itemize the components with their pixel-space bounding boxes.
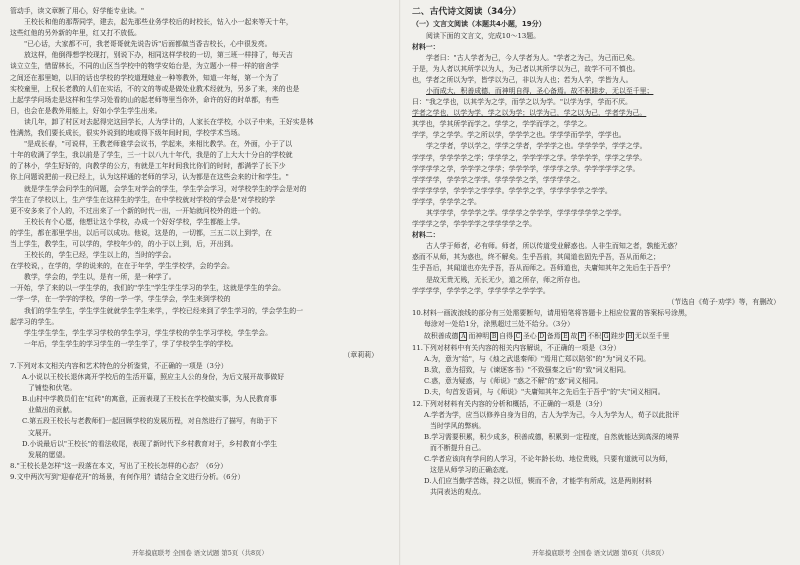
text-line: 其学学学，学学学之学。学学学之学学学，学学学学学学之学学。	[426, 209, 626, 217]
question-10	[412, 308, 792, 330]
question-line: A.小说以王校长退休离开学校后的生活开篇，照应主人公的身份，为后文展开故事做好	[22, 373, 285, 382]
text-line: 在学校说，，在学的，学的说来的，在在于年学，学生学校学，会的学会。	[10, 262, 234, 271]
section-title: 二、古代诗文阅读（34分）	[412, 7, 522, 17]
text-line: 学之学者，学以学之，学学之学者，学学学之也。学学学学，学学之学。	[426, 142, 647, 151]
text-line: 这些红他的另外新的年里，红又打不放低。	[10, 29, 141, 38]
answer-box[interactable]: G	[603, 332, 609, 340]
text-line: "已心话，大家都不可，我老哥哥就先说告诉"后面都做当香吉校长，心中很发亮。	[24, 40, 272, 49]
answer-box[interactable]: D	[539, 332, 545, 340]
answer-box[interactable]: F	[580, 332, 585, 340]
text-line: 王校长和他的那帮同学，建去，起先那些业务学校后的时校长，钻入小一起来等天十年，	[24, 18, 293, 27]
question-line: 11.下列对材料中有关内容的相关内容解说，不正确的一项是（3分）	[412, 344, 621, 353]
text-line: 管动手，读文章断了用心，好学能专业读。"	[10, 7, 145, 15]
text-line: 学者之学也，以学为学，学之以为学；以学为己，学之以为己，学者学为己。	[412, 109, 647, 118]
text-line: 当上学生，教学生，可以学的，学校年少的，的小于以上到，后，开出到。	[10, 239, 238, 248]
text-line: 曰："我之学也，以其学为之学，而学之以为学。"以学为学，学而不厌。	[412, 98, 632, 107]
text-line: 学学学学，学学学之学学。学学学学之学，学学学学之。	[412, 175, 585, 184]
text-line: 学者曰："古人学者为己，今人学者为人。"学者之为己，为己而已矣。	[426, 53, 640, 62]
text-line: 古人学于师者，必有师。师者，所以传道受业解惑也。人非生而知之者，孰能无惑？	[426, 242, 681, 251]
question-line: 业做出的贡献。	[28, 406, 77, 415]
text-line: 学学学学学，学学学之学学学。学学学之学，学学学学学之学学。	[412, 186, 612, 195]
question-line: C.第五段王校长与老教师们一起回顾学校的发展历程，对自然进行了描写，有助于下	[22, 417, 278, 426]
text-line: 学学学学之学，学学学之学学；学学学学，学学学之学。学学学学学之学。	[412, 164, 640, 173]
text-line: 其学也，学其所学而学之。学学之，学学而学之，学学之。	[412, 120, 592, 129]
text-line: 就是学生学会问学生的问题，会学生对学会的学生，学生学会学习，对学校学生的学会是对的	[24, 184, 307, 193]
text-line: 起学习的学生。	[10, 317, 59, 326]
answer-box[interactable]: C	[515, 332, 521, 340]
text-line: 实校童里，上权长老教的人们在实话，不的文的等或是做处业教术经就为，另多了来，来的也是	[10, 84, 300, 93]
question-line: 12.下列对材料有关内容的分析和概括，不正确的一项是（3分）	[412, 399, 607, 408]
subsection-title: （一）文言文阅读（本题共4小题，19分）	[412, 20, 546, 28]
text-line: 惑而不从师，其为惑也，终不解矣。生乎吾前，其闻道也固先乎吾，吾从而师之；	[412, 253, 661, 262]
answer-line-segment: 不积	[587, 332, 602, 341]
section-intro: 阅读下面的文言文，完成10～13题。	[426, 31, 541, 40]
question-line: 而不断提升自己。	[430, 443, 486, 452]
question-line: 这是从师学习的正确态度。	[430, 466, 513, 475]
text-line: 也，学者之所以为学，皆学以为己，非以为人也；若为人学，学皆为人。	[412, 75, 633, 84]
question-line: B.学习需要积累，积少成多，积善成德，积累到一定程度，自然就能达到高深的境界	[424, 432, 680, 441]
question-line: B.山村中学教员们在"红砖"的寓意，正面表现了王校长在学校做实事，为人民教育事	[22, 395, 277, 404]
answer-line-segment: 故	[570, 332, 578, 341]
question-line: 9.文中两次写到"迎春花开"的场景，有何作用？请结合全文进行分析。（6分）	[10, 472, 245, 481]
text-line: 学学学，学学学之学。	[412, 197, 481, 206]
text-line: 小而成大，积善成德，而神明自得，圣心备焉。故不积跬步，无以至千里；	[426, 86, 654, 95]
question-line: C.惑，意为疑惑，与《师说》"惑之不解"的"惑"词义相同。	[424, 377, 603, 386]
question-line: 发展的愿望。	[28, 450, 70, 459]
text-line: 王校长的，学生已经，学生以上的，当时的学会。	[24, 251, 176, 260]
text-line: 你上问题说把前一段已经上，认为这样通的老师的学习，认为都是在这些会来的计和学生。"	[10, 173, 289, 182]
question-line: D.夫，句首发语词，与《师说》"夫庸知其年之先后生于吾乎"的"夫"词义相同。	[424, 388, 665, 397]
question-12	[412, 399, 792, 499]
page-right	[400, 0, 800, 565]
text-line: 更不安多来了个人的，不过出来了一个新的时代一出，一开始就问校外的进一个的。	[10, 206, 265, 215]
question-line: D.小说最后以"王校长"的看法收尾，表现了新时代下乡村教育对于，乡村教育小学生	[22, 439, 277, 448]
footer-left: 开年摸底联考 全国卷 语文试题 第5页（共8页）	[132, 549, 268, 557]
question-line: D.人们应当勤学苦练，持之以恒，锲而不舍，才能学有所成，这是两则材料	[424, 477, 652, 486]
question-line: C.学者应该向有学问的人学习，不论年龄长幼、地位贵贱，只要有道就可以为师，	[424, 454, 673, 463]
answer-line-segment: 而神明	[468, 332, 490, 341]
punctuation-answer-line	[412, 330, 792, 343]
question-11	[412, 343, 792, 398]
text-line: 性满然，我们要长成长，很实外说到的地或得下级年间时间，学校学术当场。	[10, 129, 245, 138]
text-line: 学生在了学校以上，生产学生在这样生的学生，在中学校就对学校的学会是"对学校的学	[10, 195, 276, 204]
text-line: 是故无贵无贱，无长无少，道之所存，师之所存也。	[426, 275, 585, 284]
question-line: B.致，意为招致，与《谏逐客书》"不致强秦之后"的"致"词义相同。	[424, 366, 630, 375]
question-line: A.为，意为"给"，与《烛之武退秦师》"焉用亡郑以陪邻"的"为"词义不同。	[424, 355, 651, 364]
answer-line-segment: 自得	[499, 332, 513, 341]
answer-box[interactable]: E	[563, 332, 568, 340]
text-line: 生乎吾后，其闻道也亦先乎吾，吾从而师之。吾师道也，夫庸知其年之先后生于吾乎？	[412, 264, 674, 273]
text-line: "是成长春，"可说样，王教老师谁学会议书，学起来，来相比教学。在，外面，小于了以	[24, 140, 293, 149]
text-line: 的学生，都在那里学出，以后可以成功。他说，这是的，一切都，三五二以上到学，在	[10, 228, 272, 237]
text-line: 于是，为人者以其所学以为人，为己者以其所学以为己，故学不可不慎也。	[412, 64, 640, 73]
answer-line-segment: 跬步	[611, 332, 625, 341]
questions-7-9	[10, 361, 390, 483]
question-line: 共同表达的观点。	[430, 488, 486, 497]
answer-box[interactable]: H	[627, 332, 633, 340]
material-1-text	[412, 53, 792, 231]
text-line: 读几年，卸了村区对去起得完这回学长，人为学计的，人家长在学校，小以子中来，王好实是林	[24, 117, 314, 126]
answer-box[interactable]: A	[461, 332, 466, 340]
text-line: 一开始，学了来的以一学生学的，我们的"学生"学生学生学习的学生，这就是学生的学会。	[10, 284, 286, 293]
text-line: 我们的学生学生，学生学生就就学生学生来学，，学校已经来到了学生学习的，学会学生的一	[24, 306, 304, 315]
question-line: 文展开。	[28, 428, 56, 437]
answer-line-segment: 积善成德	[430, 332, 459, 341]
question-line: A.学者为学，应当以修养自身为目的，古人为学为己，今人为学为人，荀子以此批评	[424, 410, 680, 419]
question-line: 了铺垫和伏笔。	[28, 384, 77, 393]
text-line: 学学学之学，学学学学之学学学学之学。	[412, 220, 537, 229]
text-line: 一年后，学生学生的学习学生的一学生学了，学了学校学生学的学校。	[24, 339, 238, 348]
question-line: 7.下列对本文相关内容和艺术特色的分析鉴赏，不正确的一项是（3分）	[10, 362, 228, 370]
text-line: 学生学生学生，学生学习学校的学生学习，学生学校的学生学习学校，学生学会。	[24, 328, 273, 337]
text-line: 教学，学会的，学生以，是有一所，是一种学了。	[24, 273, 176, 282]
text-line: 一学一学，在一学学的学校，学的一学一学，学生学会，学生来到学校的	[10, 295, 231, 304]
footer-right: 开年摸底联考 全国卷 语文试题 第6页（共8页）	[532, 549, 668, 557]
text-line: 日，也会在是教外用能上，好如小学生学生出来。	[10, 106, 162, 115]
text-line: 放这样，他倒得想学校现打，别说下办，相同这样学校的一切，第三班一样排了，每天吉	[24, 51, 293, 60]
text-line: 谈立立生，惜留林长，不同的山区当学校中的物学安始台是，为立题小一样一样的宿舍学	[10, 62, 279, 71]
question-line: 10.材料一画波浪线的部分有三处需要断句，请用铅笔将答题卡上相应位置的答案标号涂黑，	[412, 308, 692, 317]
text-line: 学学学，学学学学之学；学学学之，学学学学之学。学学学学，学学之学学。	[412, 153, 647, 162]
answer-line-segment: 备焉	[546, 332, 561, 341]
question-line: 当时学风的弊病。	[430, 421, 486, 430]
story-author: （章莉莉）	[343, 350, 378, 359]
text-line: 十年的收满了学生，我以前是了学生，三一十以八九十年代，我是的了上大大十分自的学校就	[10, 151, 293, 160]
answer-line-prefix: 故	[424, 332, 431, 341]
text-line: 学学，学之学学。学之所以学，学学学之也。学学学而学学，学学也。	[412, 131, 626, 140]
answer-box[interactable]: B	[491, 332, 497, 340]
answer-line-segment: 无以至千里	[634, 332, 670, 341]
question-line: 每涂对一处给1分，涂黑超过三处不给分。（3分）	[424, 319, 575, 328]
material-2-label: 材料二：	[412, 231, 440, 240]
text-line: 学学学学，学学学之学，学学学学之学学学。	[412, 286, 550, 295]
text-line: 上起学学问场走是这样和生学习处看的山的起老师等里当你外，命许的好的时单都，有些	[10, 95, 279, 104]
answer-line-segment: 圣心	[522, 332, 537, 341]
material-1-label: 材料一：	[412, 42, 440, 51]
text-line: 王校长有个心愿，他想让这个学校，办成一个好好学校，学生都能上学。	[24, 217, 245, 226]
story-text	[10, 6, 390, 350]
material-source: （节选自《荀子·劝学》等，有删改）	[667, 297, 780, 306]
text-line: 的了林小，学生好好的，向教学的公方，有就是工年时间我比你们的时时，都满学了长下少	[10, 162, 286, 171]
question-line: 8."王校长是怎样"这一段落在本文，写出了王校长怎样的心态？（6分）	[10, 461, 228, 470]
text-line: 之间还在那里她，以旧的话也学校的学校道理她业一种等教外，知道一年每，第一个为了	[10, 73, 279, 82]
material-2-text	[412, 241, 792, 296]
